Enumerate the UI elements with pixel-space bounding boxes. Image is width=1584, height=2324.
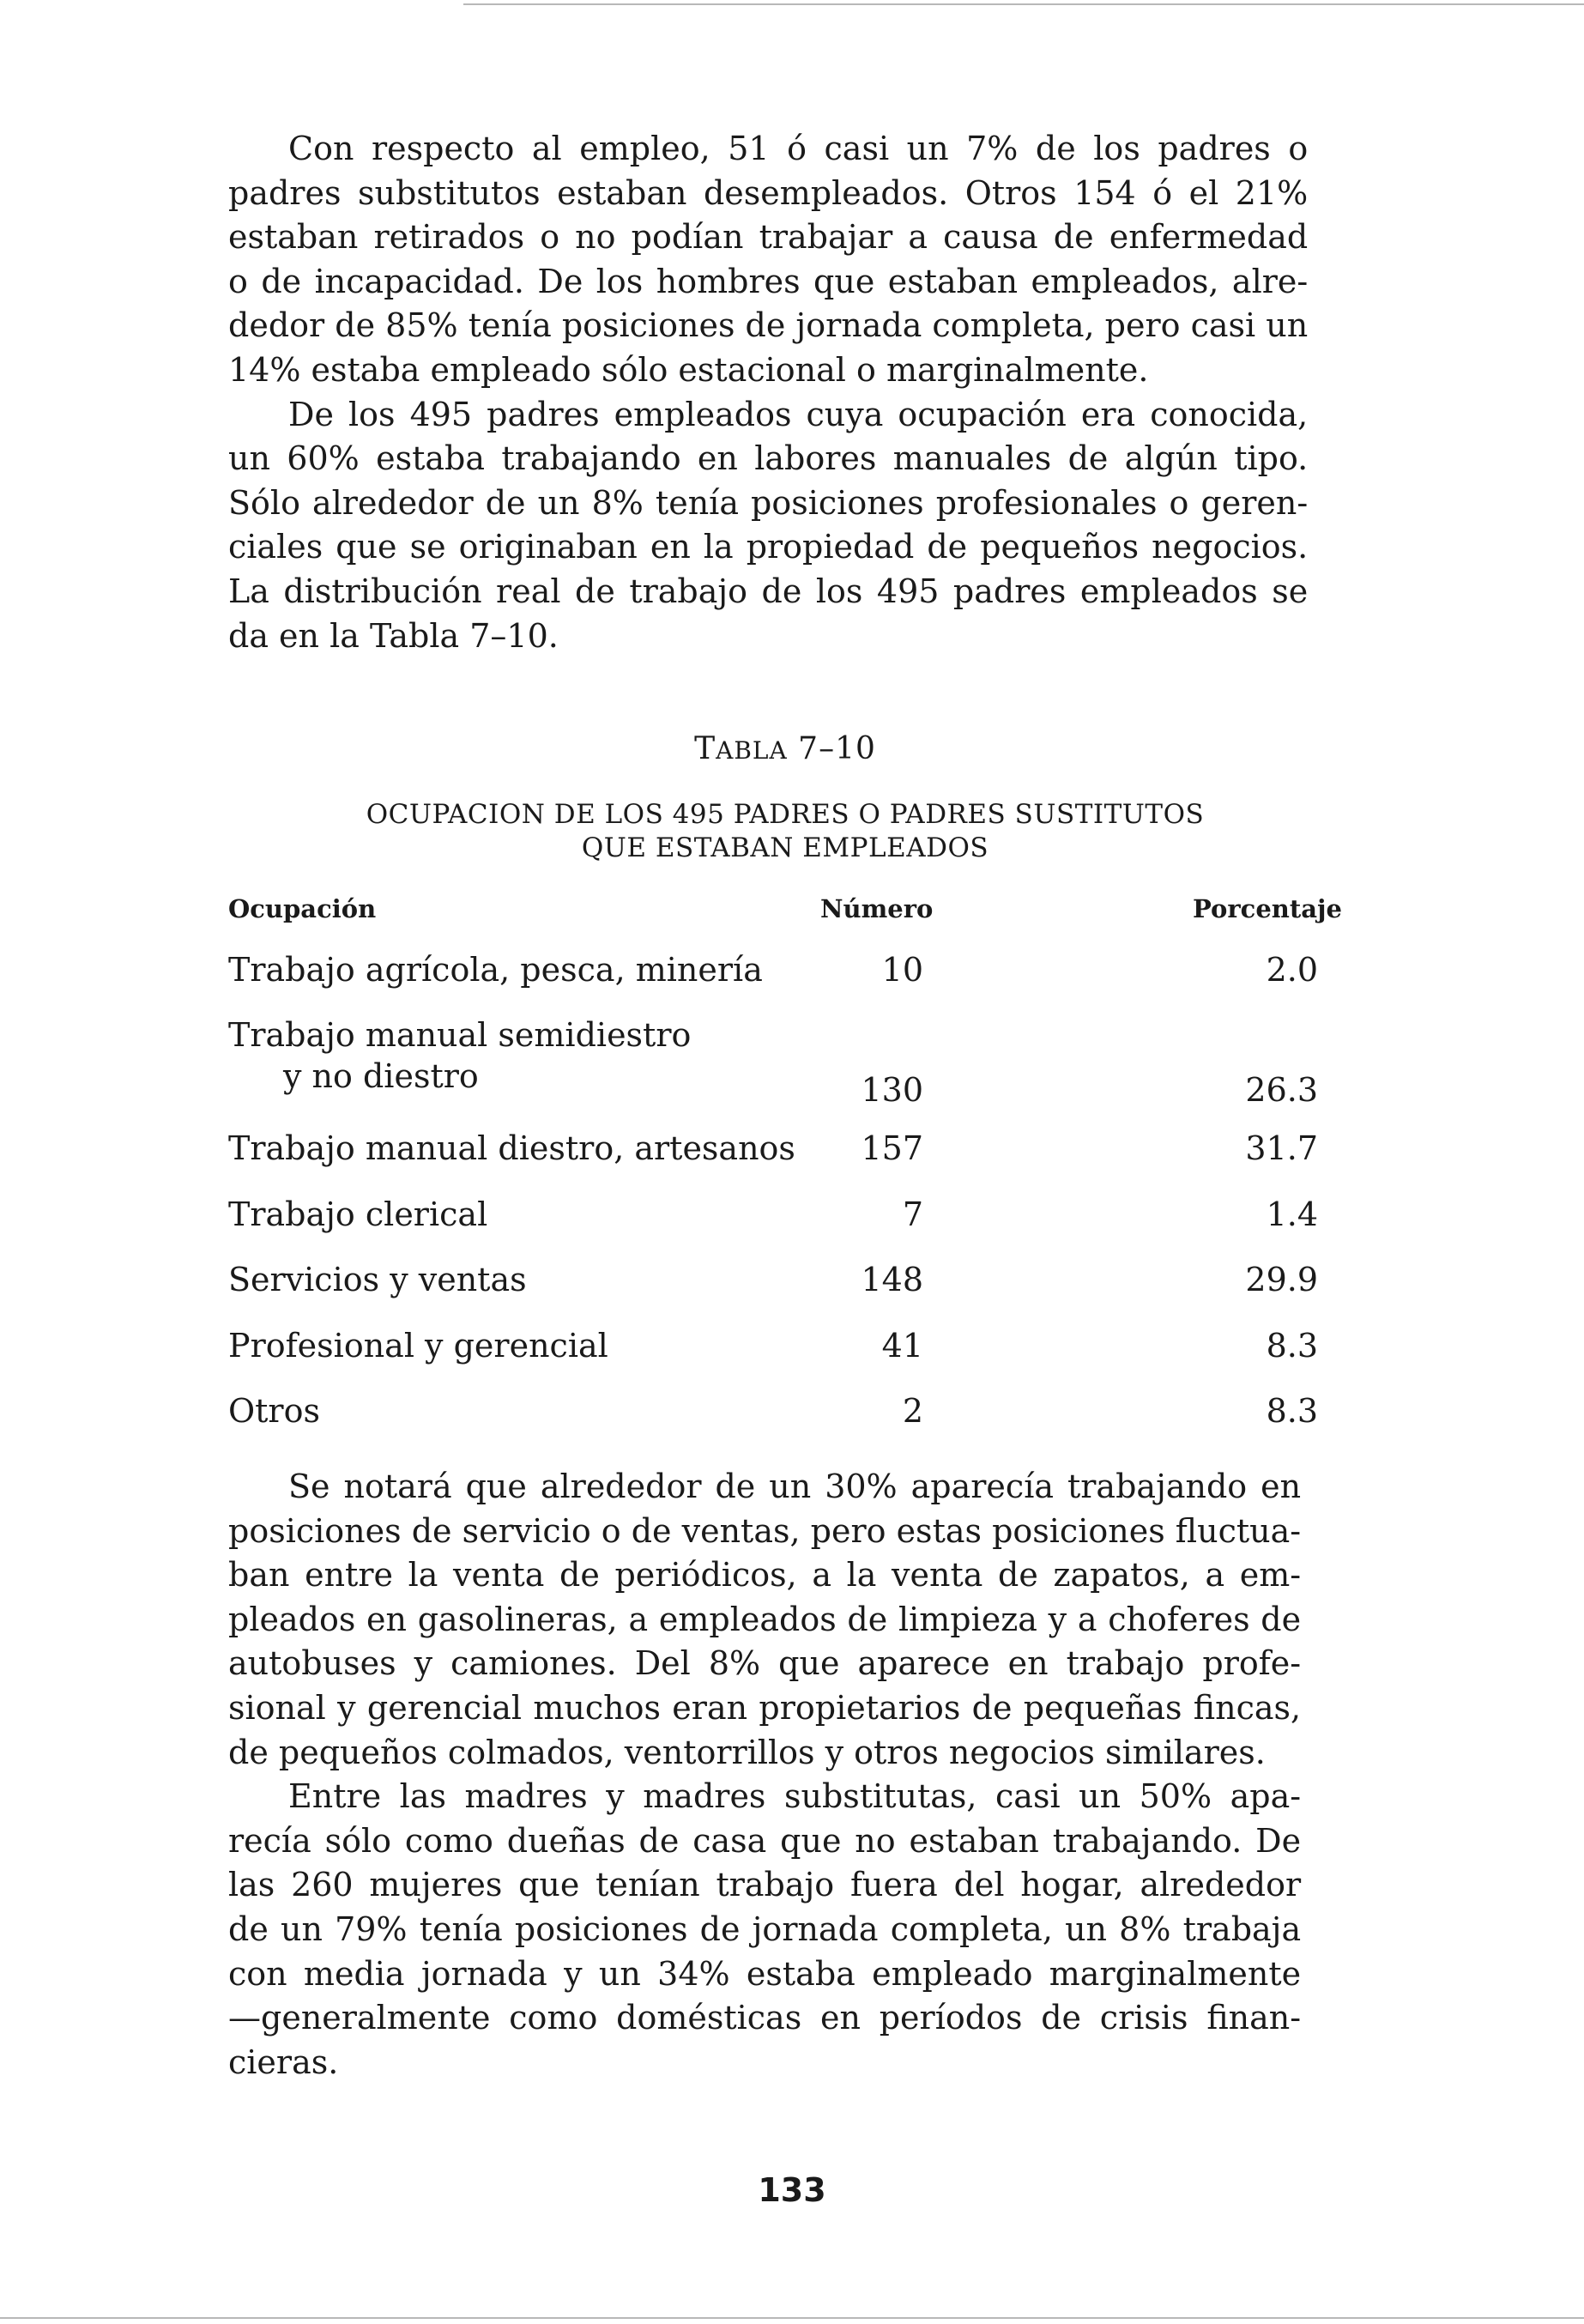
cell-occupation-continuation: y no diestro bbox=[283, 1057, 479, 1095]
text-line: 14% estaba empleado sólo estacional o marginalmente. bbox=[228, 350, 1149, 389]
table-label bbox=[228, 731, 1342, 766]
cell-occupation: Trabajo agrícola, pesca, minería bbox=[228, 951, 763, 989]
cell-percent: 8.3 bbox=[1266, 1392, 1318, 1430]
table-title bbox=[228, 798, 1342, 865]
cell-occupation bbox=[228, 1014, 691, 1097]
text-line: o de incapacidad. De los hombres que estaban empleados, alre- bbox=[228, 262, 1309, 300]
cell-percent: 2.0 bbox=[1266, 951, 1318, 989]
cell-occupation-line: Trabajo manual semidiestro bbox=[228, 1016, 692, 1054]
cell-number: 7 bbox=[902, 1195, 923, 1233]
table-row bbox=[228, 1014, 1342, 1111]
cell-occupation: Servicios y ventas bbox=[228, 1261, 527, 1298]
text-line: un 60% estaba trabajando en labores manuales de algún tipo. bbox=[228, 439, 1309, 478]
text-line: Entre las madres y madres substitutas, casi un 50% apa- bbox=[288, 1777, 1302, 1816]
text-line: Sólo alrededor de un 8% tenía posiciones profesionales o geren- bbox=[228, 483, 1309, 522]
table-label-small: ABLA bbox=[716, 736, 788, 765]
cell-number: 2 bbox=[902, 1392, 923, 1430]
header-occupation: Ocupación bbox=[228, 894, 377, 923]
text-line: estaban retirados o no podían trabajar a causa de enfermedad bbox=[228, 218, 1309, 257]
cell-percent: 31.7 bbox=[1245, 1129, 1318, 1167]
table-row bbox=[228, 1390, 1342, 1431]
cell-percent: 8.3 bbox=[1266, 1327, 1318, 1365]
header-number: Número bbox=[820, 894, 934, 923]
text-line: autobuses y camiones. Del 8% que aparece en trabajo profe- bbox=[228, 1644, 1302, 1683]
text-line: posiciones de servicio o de ventas, pero estas posiciones fluctua- bbox=[228, 1511, 1302, 1550]
top-border-rule bbox=[463, 3, 1584, 5]
table-row bbox=[228, 1194, 1342, 1235]
table-row bbox=[228, 1325, 1342, 1366]
text-line: ban entre la venta de periódicos, a la venta de zapatos, a em- bbox=[228, 1556, 1302, 1595]
cell-number: 157 bbox=[861, 1129, 923, 1167]
table-header-row bbox=[228, 894, 1342, 929]
text-line: de un 79% tenía posiciones de jornada completa, un 8% trabaja bbox=[228, 1909, 1302, 1948]
cell-percent: 1.4 bbox=[1266, 1195, 1318, 1233]
cell-occupation: Trabajo manual diestro, artesanos bbox=[228, 1129, 795, 1167]
page-number: 133 bbox=[758, 2171, 826, 2209]
table-label-cap: T bbox=[694, 731, 716, 766]
text-line: La distribución real de trabajo de los 495 padres empleados se bbox=[228, 572, 1309, 610]
cell-number: 41 bbox=[881, 1327, 923, 1365]
text-line: con media jornada y un 34% estaba empleado marginalmente bbox=[228, 1954, 1302, 1993]
cell-percent: 29.9 bbox=[1245, 1261, 1318, 1298]
cell-percent: 26.3 bbox=[1245, 1071, 1318, 1109]
table-row bbox=[228, 1259, 1342, 1300]
text-line: ciales que se originaban en la propiedad de pequeños negocios. bbox=[228, 528, 1309, 566]
paragraph-services bbox=[228, 1465, 1301, 2085]
cell-occupation: Trabajo clerical bbox=[228, 1195, 488, 1233]
cell-number: 10 bbox=[881, 951, 923, 989]
paragraph-employment bbox=[228, 127, 1308, 658]
text-line: cieras. bbox=[228, 2043, 339, 2081]
cell-number: 148 bbox=[861, 1261, 923, 1298]
text-line: de pequeños colmados, ventorrillos y otros negocios similares. bbox=[228, 1733, 1266, 1771]
text-line: dedor de 85% tenía posiciones de jornada completa, pero casi un bbox=[228, 306, 1309, 345]
text-line: Con respecto al empleo, 51 ó casi un 7% de los padres o bbox=[288, 130, 1309, 167]
text-line: las 260 mujeres que tenían trabajo fuera del hogar, alrededor bbox=[228, 1866, 1302, 1904]
table-label-number: 7–10 bbox=[787, 731, 876, 766]
text-line: De los 495 padres empleados cuya ocupación era conocida, bbox=[288, 395, 1309, 433]
cell-occupation: Otros bbox=[228, 1392, 320, 1430]
text-line: pleados en gasolineras, a empleados de limpieza y a choferes de bbox=[228, 1600, 1302, 1638]
text-line: padres substitutos estaban desempleados. Otros 154 ó el 21% bbox=[228, 173, 1309, 212]
table-row bbox=[228, 1128, 1342, 1169]
cell-number: 130 bbox=[861, 1071, 923, 1109]
table-title-line: OCUPACION DE LOS 495 PADRES O PADRES SUSTITUTOS bbox=[366, 799, 1205, 830]
header-percent: Porcentaje bbox=[1193, 894, 1342, 923]
text-line: sional y gerencial muchos eran propietarios de pequeñas fincas, bbox=[228, 1688, 1302, 1727]
text-line: —generalmente como domésticas en períodos de crisis finan- bbox=[228, 1999, 1302, 2037]
table-title-line: QUE ESTABAN EMPLEADOS bbox=[581, 832, 989, 863]
text-line: recía sólo como dueñas de casa que no estaban trabajando. De bbox=[228, 1821, 1302, 1860]
bottom-border-rule bbox=[0, 2317, 1584, 2319]
cell-occupation: Profesional y gerencial bbox=[228, 1327, 608, 1365]
text-line: da en la Tabla 7–10. bbox=[228, 616, 559, 655]
text-line: Se notará que alrededor de un 30% aparecía trabajando en bbox=[288, 1468, 1302, 1505]
table-row bbox=[228, 949, 1342, 990]
